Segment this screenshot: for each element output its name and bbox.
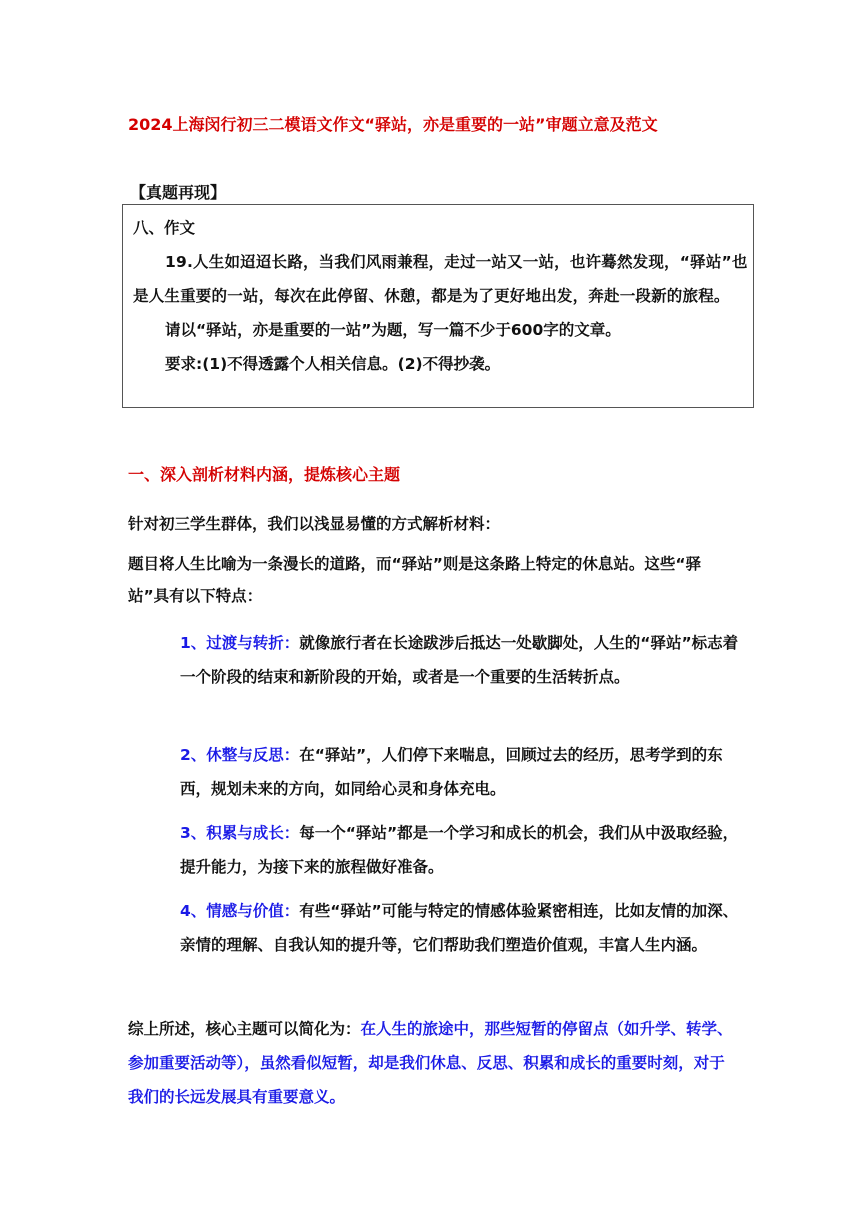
summary-paragraph (128, 1012, 740, 1114)
summary-prefix: 综上所述，核心主题可以简化为： (128, 1020, 361, 1038)
feature-text: 就像旅行者在长途跋涉后抵达一处歇脚处，人生的“驿站”标志着一个阶段的结束和新阶段的开始，或者是一个重要的生活转折点。 (180, 634, 739, 686)
feature-text: 每一个“驿站”都是一个学习和成长的机会，我们从中汲取经验，提升能力，为接下来的旅程做好准备。 (180, 824, 739, 876)
exam-section-label: 【真题再现】 (130, 183, 227, 202)
feature-item (180, 626, 740, 694)
exam-question-box (122, 204, 754, 408)
feature-label: 1、过渡与转折： (180, 634, 300, 652)
feature-text: 有些“驿站”可能与特定的情感体验紧密相连，比如友情的加深、亲情的理解、自我认知的提升等，它们帮助我们塑造价值观，丰富人生内涵。 (180, 902, 739, 954)
section-heading: 一、深入剖析材料内涵，提炼核心主题 (128, 465, 401, 484)
feature-text: 在“驿站”，人们停下来喘息，回顾过去的经历，思考学到的东西，规划未来的方向，如同给心灵和身体充电。 (180, 746, 723, 798)
exam-heading: 八、作文 (133, 219, 196, 237)
exam-instruction: 请以“驿站，亦是重要的一站”为题，写一篇不少于600字的文章。 (165, 321, 621, 339)
feature-item (180, 816, 740, 884)
summary-highlight: 在人生的旅途中，那些短暂的停留点（如升学、转学、参加重要活动等），虽然看似短暂，却是我们休息、反思、积累和成长的重要时刻，对于我们的长远发展具有重要意义。 (128, 1020, 733, 1106)
feature-item (180, 894, 740, 962)
feature-label: 2、休整与反思： (180, 746, 300, 764)
feature-label: 3、积累与成长： (180, 824, 300, 842)
description-paragraph: 题目将人生比喻为一条漫长的道路，而“驿站”则是这条路上特定的休息站。这些“驿站”具有以下特点： (128, 555, 702, 605)
exam-prompt: 19.人生如迢迢长路，当我们风雨兼程，走过一站又一站，也许蓦然发现，“驿站”也是人生重要的一站，每次在此停留、休憩，都是为了更好地出发，奔赴一段新的旅程。 (133, 253, 748, 305)
intro-paragraph: 针对初三学生群体，我们以浅显易懂的方式解析材料： (128, 515, 501, 533)
document-title: 2024上海闵行初三二模语文作文“驿站，亦是重要的一站”审题立意及范文 (128, 115, 658, 134)
exam-requirements: 要求:(1)不得透露个人相关信息。(2)不得抄袭。 (165, 355, 501, 373)
feature-label: 4、情感与价值： (180, 902, 300, 920)
feature-item (180, 738, 740, 806)
